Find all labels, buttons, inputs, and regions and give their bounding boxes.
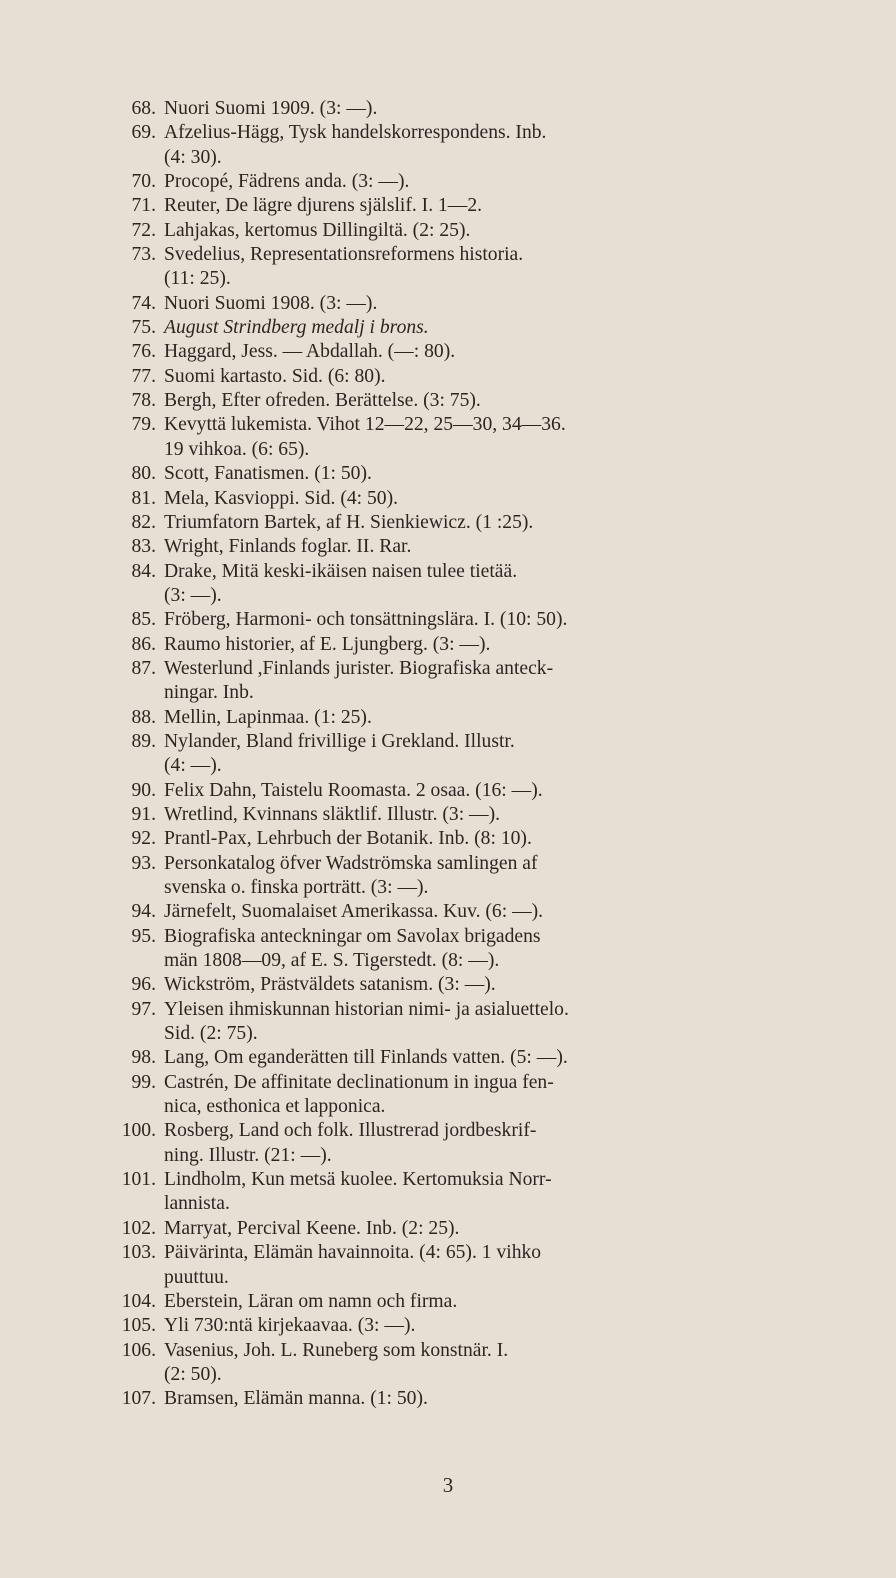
entry-text: [164, 730, 794, 779]
entry-number: 71.: [131, 195, 156, 217]
entry-number: 102.: [121, 1217, 156, 1239]
entry-text: [164, 852, 794, 901]
entry-number: 75.: [131, 317, 156, 339]
entry-line: ning. Illustr. (21: —).: [164, 1144, 332, 1166]
entry-text: [164, 706, 794, 730]
entry-line: Eberstein, Läran om namn och firma.: [164, 1290, 458, 1312]
list-item: [119, 365, 794, 389]
entry-line: Nylander, Bland frivillige i Grekland. Illustr.: [164, 730, 515, 752]
list-item: [119, 292, 794, 316]
list-item: [119, 487, 794, 511]
list-item: [119, 1046, 794, 1070]
entry-line: Westerlund ,Finlands jurister. Biografiska anteck-: [164, 657, 554, 679]
entry-line: Drake, Mitä keski-ikäisen naisen tulee tietää.: [164, 560, 518, 582]
list-item: [119, 340, 794, 364]
entry-number: 92.: [131, 828, 156, 850]
entry-line: Bramsen, Elämän manna. (1: 50).: [164, 1388, 428, 1410]
entry-line: Sid. (2: 75).: [164, 1023, 258, 1045]
entry-number: 97.: [131, 998, 156, 1020]
entry-line: Castrén, De affinitate declinationum in ingua fen-: [164, 1071, 554, 1093]
entry-number: 73.: [131, 244, 156, 266]
entry-text: [164, 1217, 794, 1241]
entry-line: Reuter, De lägre djurens själslif. I. 1—2.: [164, 195, 483, 217]
entry-line: (4: 30).: [164, 146, 222, 168]
entry-line: puuttuu.: [164, 1266, 229, 1288]
entry-number: 82.: [131, 511, 156, 533]
entry-line: Marryat, Percival Keene. Inb. (2: 25).: [164, 1217, 460, 1239]
entry-text: [164, 97, 794, 121]
entry-number: 84.: [131, 560, 156, 582]
entry-text: [164, 560, 794, 609]
entry-text: [164, 1046, 794, 1070]
list-item: [119, 97, 794, 121]
entry-line: Wickström, Prästväldets satanism. (3: —).: [164, 974, 496, 996]
entry-number: 87.: [131, 657, 156, 679]
entry-number: 93.: [131, 852, 156, 874]
list-item: [119, 462, 794, 486]
list-item: [119, 779, 794, 803]
entry-line: Suomi kartasto. Sid. (6: 80).: [164, 365, 386, 387]
list-item: [119, 316, 794, 340]
entry-number: 101.: [121, 1169, 156, 1191]
list-item: [119, 1071, 794, 1120]
list-item: [119, 389, 794, 413]
entry-number: 103.: [121, 1242, 156, 1264]
list-item: [119, 194, 794, 218]
entry-line: Nuori Suomi 1908. (3: —).: [164, 292, 378, 314]
list-item: [119, 1387, 794, 1411]
entry-line: Wretlind, Kvinnans släktlif. Illustr. (3: —).: [164, 803, 501, 825]
entry-line: Afzelius-Hägg, Tysk handelskorrespondens. Inb.: [164, 122, 547, 144]
entry-number: 68.: [131, 98, 156, 119]
entry-number: 104.: [121, 1290, 156, 1312]
entry-number: 100.: [121, 1120, 156, 1142]
list-item: [119, 219, 794, 243]
entry-text: [164, 511, 794, 535]
entry-text: [164, 925, 794, 974]
entry-line: (11: 25).: [164, 268, 231, 290]
entry-text: [164, 219, 794, 243]
entry-number: 70.: [131, 171, 156, 193]
entry-line: (4: —).: [164, 755, 222, 777]
entry-line: ningar. Inb.: [164, 682, 254, 704]
entry-text: [164, 900, 794, 924]
entry-number: 95.: [131, 925, 156, 947]
list-item: [119, 633, 794, 657]
entry-text: [164, 608, 794, 632]
entry-text: [164, 462, 794, 486]
list-item: [119, 900, 794, 924]
list-item: [119, 706, 794, 730]
entry-text: [164, 1241, 794, 1290]
entry-line: Järnefelt, Suomalaiset Amerikassa. Kuv. (6: —).: [164, 901, 544, 923]
entry-line: Lahjakas, kertomus Dillingiltä. (2: 25).: [164, 219, 471, 241]
entry-number: 89.: [131, 730, 156, 752]
list-item: [119, 1314, 794, 1338]
list-item: [119, 998, 794, 1047]
entry-line: Scott, Fanatismen. (1: 50).: [164, 463, 372, 485]
entry-line: svenska o. finska porträtt. (3: —).: [164, 877, 429, 898]
entry-line: Vasenius, Joh. L. Runeberg som konstnär. I.: [164, 1339, 509, 1361]
entry-line: Haggard, Jess. — Abdallah. (—: 80).: [164, 341, 456, 363]
entry-line: lannista.: [164, 1193, 230, 1215]
entry-line: Yleisen ihmiskunnan historian nimi- ja asialuettelo.: [164, 998, 569, 1020]
entry-line: Mellin, Lapinmaa. (1: 25).: [164, 706, 372, 728]
entry-text: [164, 535, 794, 559]
entry-number: 91.: [131, 803, 156, 825]
entry-text: [164, 292, 794, 316]
entry-number: 86.: [131, 633, 156, 655]
entry-text: [164, 1168, 794, 1217]
entry-line: August Strindberg medalj i brons.: [164, 317, 429, 339]
entry-text: [164, 998, 794, 1047]
list-item: [119, 1241, 794, 1290]
list-item: [119, 1168, 794, 1217]
entry-line: Lang, Om eganderätten till Finlands vatten. (5: —).: [164, 1047, 568, 1069]
book-list: [119, 97, 794, 1412]
entry-text: [164, 121, 794, 170]
entry-number: 90.: [131, 779, 156, 801]
list-item: [119, 973, 794, 997]
list-item: [119, 827, 794, 851]
entry-text: [164, 779, 794, 803]
entry-line: Svedelius, Representationsreformens historia.: [164, 244, 524, 266]
list-item: [119, 1217, 794, 1241]
entry-line: Raumo historier, af E. Ljungberg. (3: —).: [164, 633, 491, 655]
entry-line: Fröberg, Harmoni- och tonsättningslära. I. (10: 50).: [164, 609, 568, 631]
entry-line: män 1808—09, af E. S. Tigerstedt. (8: —).: [164, 950, 500, 972]
list-item: [119, 413, 794, 462]
list-item: [119, 170, 794, 194]
entry-text: [164, 633, 794, 657]
list-item: [119, 852, 794, 901]
entry-text: [164, 194, 794, 218]
entry-line: Wright, Finlands foglar. II. Rar.: [164, 536, 412, 558]
entry-text: [164, 657, 794, 706]
entry-line: Procopé, Fädrens anda. (3: —).: [164, 171, 410, 193]
entry-line: Nuori Suomi 1909. (3: —).: [164, 98, 378, 119]
entry-number: 77.: [131, 365, 156, 387]
entry-text: [164, 316, 794, 340]
entry-number: 88.: [131, 706, 156, 728]
entry-line: nica, esthonica et lapponica.: [164, 1096, 386, 1118]
entry-number: 78.: [131, 390, 156, 412]
entry-number: 72.: [131, 219, 156, 241]
entry-line: (3: —).: [164, 584, 222, 606]
entry-line: Triumfatorn Bartek, af H. Sienkiewicz. (1 :25).: [164, 511, 534, 533]
entry-line: Biografiska anteckningar om Savolax brigadens: [164, 925, 541, 947]
entry-line: Yli 730:ntä kirjekaavaa. (3: —).: [164, 1315, 416, 1337]
entry-text: [164, 1339, 794, 1388]
entry-text: [164, 413, 794, 462]
entry-number: 106.: [121, 1339, 156, 1361]
entry-line: Personkatalog öfver Wadströmska samlingen af: [164, 852, 538, 874]
entry-text: [164, 243, 794, 292]
list-item: [119, 657, 794, 706]
entry-line: 19 vihkoa. (6: 65).: [164, 438, 310, 460]
entry-number: 80.: [131, 463, 156, 485]
list-item: [119, 925, 794, 974]
entry-line: Mela, Kasvioppi. Sid. (4: 50).: [164, 487, 399, 509]
entry-text: [164, 389, 794, 413]
entry-text: [164, 170, 794, 194]
entry-line: Päivärinta, Elämän havainnoita. (4: 65). 1 vihko: [164, 1242, 542, 1264]
entry-number: 81.: [131, 487, 156, 509]
list-item: [119, 243, 794, 292]
entry-number: 98.: [131, 1047, 156, 1069]
entry-number: 76.: [131, 341, 156, 363]
entry-number: 83.: [131, 536, 156, 558]
entry-line: (2: 50).: [164, 1363, 222, 1385]
list-item: [119, 121, 794, 170]
entry-number: 74.: [131, 292, 156, 314]
entry-text: [164, 827, 794, 851]
entry-number: 85.: [131, 609, 156, 631]
list-item: [119, 535, 794, 559]
list-item: [119, 803, 794, 827]
entry-number: 79.: [131, 414, 156, 436]
entry-number: 107.: [121, 1388, 156, 1410]
entry-line: Lindholm, Kun metsä kuolee. Kertomuksia Norr-: [164, 1169, 552, 1191]
list-item: [119, 608, 794, 632]
entry-number: 69.: [131, 122, 156, 144]
list-item: [119, 1119, 794, 1168]
entry-text: [164, 1290, 794, 1314]
entry-line: Kevyttä lukemista. Vihot 12—22, 25—30, 34—36.: [164, 414, 566, 436]
list-item: [119, 1290, 794, 1314]
entry-number: 94.: [131, 901, 156, 923]
entry-number: 96.: [131, 974, 156, 996]
entry-line: Bergh, Efter ofreden. Berättelse. (3: 75).: [164, 390, 481, 412]
list-item: [119, 730, 794, 779]
entry-text: [164, 1314, 794, 1338]
entry-text: [164, 1387, 794, 1411]
entry-text: [164, 973, 794, 997]
list-item: [119, 511, 794, 535]
entry-text: [164, 365, 794, 389]
entry-text: [164, 1119, 794, 1168]
entry-text: [164, 803, 794, 827]
entry-text: [164, 1071, 794, 1120]
entry-line: Prantl-Pax, Lehrbuch der Botanik. Inb. (8: 10).: [164, 828, 532, 850]
page-number: 3: [442, 1473, 454, 1497]
entry-text: [164, 340, 794, 364]
entry-line: Rosberg, Land och folk. Illustrerad jordbeskrif-: [164, 1120, 537, 1142]
entry-text: [164, 487, 794, 511]
entry-line: Felix Dahn, Taistelu Roomasta. 2 osaa. (16: —).: [164, 779, 543, 801]
list-item: [119, 560, 794, 609]
entry-number: 105.: [121, 1315, 156, 1337]
list-item: [119, 1339, 794, 1388]
entry-number: 99.: [131, 1071, 156, 1093]
